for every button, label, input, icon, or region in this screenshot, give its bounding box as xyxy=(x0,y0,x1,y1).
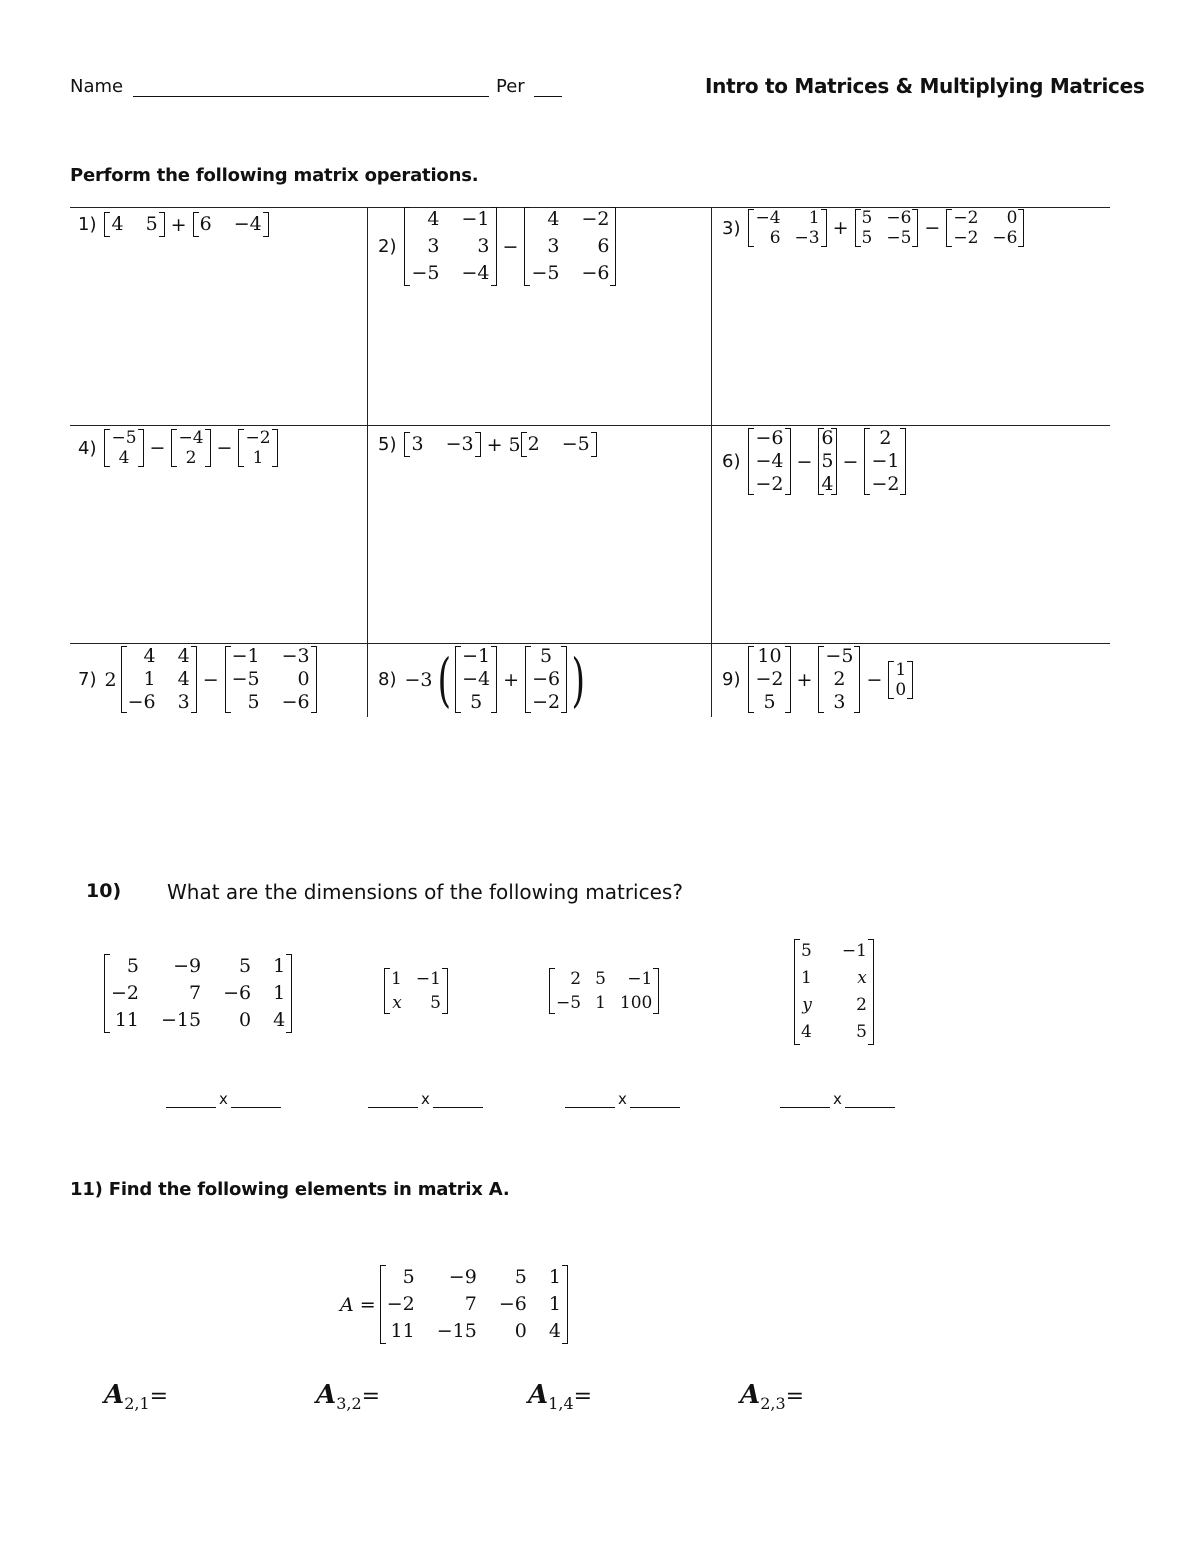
times-symbol: x xyxy=(618,1090,627,1108)
equals: = xyxy=(361,1384,381,1409)
matrix-entry: 3 xyxy=(833,691,846,713)
matrix-entry: 10 xyxy=(757,645,782,667)
cols-blank[interactable] xyxy=(231,1095,281,1108)
matrix-entry: 5 xyxy=(402,1266,415,1288)
matrix-entry: 11 xyxy=(390,1320,415,1342)
matrix-entry: 100 xyxy=(619,993,653,1013)
dimension-answer-3 xyxy=(565,1090,680,1108)
equals: = xyxy=(573,1384,593,1409)
matrix-entry: 1 xyxy=(143,668,156,690)
q11-prompt: 11) Find the following elements in matrix A. xyxy=(70,1179,510,1200)
problem-8 xyxy=(378,645,590,714)
matrix-entry: 4 xyxy=(821,473,834,495)
matrix-entry: −6 xyxy=(223,982,252,1004)
matrix-entry: −6 xyxy=(532,668,561,690)
matrix-entry: 6 xyxy=(769,228,781,248)
matrix-entry: 5 xyxy=(861,228,873,248)
problem-number: 1) xyxy=(78,214,97,235)
instructions: Perform the following matrix operations. xyxy=(70,165,479,186)
matrix-entry: 3 xyxy=(177,691,190,713)
matrix xyxy=(549,967,659,1015)
matrix-entry: 5 xyxy=(801,941,812,961)
matrix-entry: −6 xyxy=(886,208,912,228)
grid-line xyxy=(70,425,1110,426)
matrix-entry: 3 xyxy=(427,235,440,257)
matrix-entry: 4 xyxy=(118,448,130,468)
matrix-A xyxy=(340,1264,568,1345)
plus-operator: + xyxy=(832,217,849,239)
matrix xyxy=(404,431,480,458)
matrix-entry: 1 xyxy=(595,993,606,1013)
period-label: Per xyxy=(496,76,525,97)
matrix-entry: −6 xyxy=(581,262,610,284)
matrix-entry: −1 xyxy=(627,969,653,989)
plus-operator: + xyxy=(503,668,520,691)
matrix-entry: 4 xyxy=(111,213,124,235)
matrix-entry: −6 xyxy=(127,691,156,713)
plus-operator: + xyxy=(486,433,503,456)
matrix xyxy=(855,208,919,248)
matrix-entry: 3 xyxy=(547,235,560,257)
matrix xyxy=(193,211,269,238)
matrix-entry: 1 xyxy=(391,969,402,989)
element-letter: A xyxy=(316,1380,337,1410)
matrix-entry: 5 xyxy=(856,1022,867,1042)
matrix-entry: −2 xyxy=(953,208,979,228)
name-field xyxy=(70,76,489,97)
problem-7 xyxy=(78,645,317,714)
matrix xyxy=(748,208,826,248)
minus-operator: − xyxy=(502,235,519,258)
matrix-entry: 4 xyxy=(273,1009,286,1031)
matrix-entry: 4 xyxy=(801,1022,812,1042)
matrix xyxy=(818,427,836,496)
times-symbol: x xyxy=(219,1090,228,1108)
matrix xyxy=(238,428,277,468)
problem-number: 9) xyxy=(722,669,741,690)
matrix-entry: 1 xyxy=(808,208,820,228)
matrix-entry: 4 xyxy=(427,208,440,230)
matrix-entry: −2 xyxy=(755,668,784,690)
matrix-entry: 1 xyxy=(895,659,907,680)
matrix-entry: −5 xyxy=(111,428,137,448)
matrix-entry: 5 xyxy=(821,450,834,472)
matrix-entry: 4 xyxy=(177,645,190,667)
problem-2 xyxy=(378,206,616,287)
matrix-entry: 11 xyxy=(114,1009,140,1031)
matrix xyxy=(521,431,597,458)
dimension-matrix-3 xyxy=(549,967,659,1015)
element-subscript: 1,4 xyxy=(548,1394,574,1414)
matrix-entry: x xyxy=(392,993,402,1013)
matrix-entry: −4 xyxy=(755,450,784,472)
matrix-entry: 5 xyxy=(861,208,873,228)
matrix-entry: −2 xyxy=(871,473,900,495)
dimension-answer-2 xyxy=(368,1090,483,1108)
matrix-entry: 1 xyxy=(252,448,264,468)
matrix-entry: −9 xyxy=(448,1266,477,1288)
matrix-entry: −5 xyxy=(556,993,582,1013)
problem-number: 8) xyxy=(378,669,397,690)
rows-blank[interactable] xyxy=(166,1095,216,1108)
problem-6 xyxy=(722,427,906,496)
matrix-entry: 5 xyxy=(239,955,252,977)
matrix-entry: 1 xyxy=(801,968,812,988)
matrix-entry: −4 xyxy=(233,213,262,235)
matrix-entry: 5 xyxy=(540,645,553,667)
rows-blank[interactable] xyxy=(368,1095,418,1108)
dimension-matrix-1 xyxy=(104,953,292,1034)
matrix-entry: 5 xyxy=(514,1266,527,1288)
minus-operator: − xyxy=(202,668,219,691)
matrix-entry: −2 xyxy=(953,228,979,248)
problem-4 xyxy=(78,428,278,468)
matrix-entry: 0 xyxy=(297,668,310,690)
matrix-entry: 5 xyxy=(763,691,776,713)
matrix xyxy=(455,645,497,714)
matrix-entry: −4 xyxy=(462,668,491,690)
matrix-entry: −1 xyxy=(461,208,490,230)
matrix-entry: −9 xyxy=(173,955,202,977)
problem-5 xyxy=(378,431,597,458)
q10-prompt: What are the dimensions of the following matrices? xyxy=(167,880,683,904)
matrix-entry: −1 xyxy=(841,941,867,961)
matrix xyxy=(104,428,143,468)
element-letter: A xyxy=(528,1380,549,1410)
matrix-entry: 3 xyxy=(477,235,490,257)
matrix-entry: −5 xyxy=(886,228,912,248)
matrix xyxy=(380,1264,568,1345)
matrix-entry: −4 xyxy=(178,428,204,448)
problem-number: 3) xyxy=(722,217,741,239)
matrix-entry: x xyxy=(857,968,867,988)
matrix-entry: y xyxy=(802,995,812,1015)
matrix-entry: −2 xyxy=(386,1293,415,1315)
matrix-entry: −2 xyxy=(111,982,140,1004)
times-symbol: x xyxy=(421,1090,430,1108)
element-subscript: 2,3 xyxy=(760,1394,786,1414)
matrix xyxy=(525,645,567,714)
matrix-entry: 4 xyxy=(143,645,156,667)
matrix-entry: 5 xyxy=(430,993,441,1013)
problem-9 xyxy=(722,645,913,714)
dimension-answer-4 xyxy=(780,1090,895,1108)
scalar: −3 xyxy=(404,668,433,691)
matrix-entry: −3 xyxy=(445,433,474,455)
matrix xyxy=(225,645,317,714)
problem-number: 5) xyxy=(378,434,397,455)
matrix-entry: 0 xyxy=(514,1320,527,1342)
worksheet-title: Intro to Matrices & Multiplying Matrices xyxy=(705,74,1145,98)
minus-operator: − xyxy=(796,450,813,473)
matrix-entry: 4 xyxy=(547,208,560,230)
problem-number: 6) xyxy=(722,451,741,472)
dimension-matrix-2 xyxy=(384,967,448,1015)
matrix-entry: 5 xyxy=(126,955,140,977)
matrix-entry: −15 xyxy=(436,1320,477,1342)
matrix-entry: 4 xyxy=(548,1320,561,1342)
matrix-entry: −4 xyxy=(461,262,490,284)
matrix xyxy=(384,967,448,1015)
problem-number: 4) xyxy=(78,437,97,459)
matrix-entry: −5 xyxy=(411,262,440,284)
element-subscript: 2,1 xyxy=(124,1394,150,1414)
rows-blank[interactable] xyxy=(780,1095,830,1108)
close-paren: ) xyxy=(571,645,586,714)
minus-operator: − xyxy=(924,217,941,239)
matrix-A-label: A = xyxy=(340,1293,376,1316)
matrix-entry: 1 xyxy=(548,1293,561,1315)
matrix-entry: −6 xyxy=(755,427,784,449)
matrix-entry: 2 xyxy=(185,448,197,468)
period-field xyxy=(496,76,562,97)
matrix-entry: −15 xyxy=(161,1009,202,1031)
matrix xyxy=(794,938,874,1046)
matrix-entry: 2 xyxy=(856,995,867,1015)
matrix-entry: 0 xyxy=(239,1009,252,1031)
matrix xyxy=(888,660,913,700)
rows-blank[interactable] xyxy=(565,1095,615,1108)
cols-blank[interactable] xyxy=(845,1095,895,1108)
matrix-entry: 4 xyxy=(177,668,190,690)
matrix-entry: −3 xyxy=(281,645,310,667)
matrix-entry: −6 xyxy=(498,1293,527,1315)
matrix xyxy=(864,427,906,496)
matrix-entry: −1 xyxy=(415,969,441,989)
element-letter: A xyxy=(740,1380,761,1410)
matrix-entry: 1 xyxy=(548,1266,561,1288)
grid-line xyxy=(367,207,368,717)
matrix-entry: 1 xyxy=(273,955,286,977)
matrix xyxy=(404,206,496,287)
matrix-entry: 6 xyxy=(821,427,834,449)
dimension-matrix-4 xyxy=(794,938,874,1046)
plus-operator: + xyxy=(170,213,187,236)
cols-blank[interactable] xyxy=(630,1095,680,1108)
matrix-entry: 2 xyxy=(570,969,582,989)
matrix xyxy=(524,206,616,287)
cols-blank[interactable] xyxy=(433,1095,483,1108)
name-label: Name xyxy=(70,76,124,97)
matrix xyxy=(104,953,292,1034)
matrix xyxy=(818,645,860,714)
matrix xyxy=(748,427,790,496)
matrix-entry: 5 xyxy=(247,691,260,713)
minus-operator: − xyxy=(149,437,166,459)
matrix-entry: 6 xyxy=(199,213,212,235)
matrix-entry: −2 xyxy=(245,428,271,448)
open-paren: ( xyxy=(437,645,451,714)
matrix-entry: −5 xyxy=(825,645,854,667)
matrix-entry: 5 xyxy=(595,969,606,989)
matrix-entry: 2 xyxy=(879,427,892,449)
matrix-entry: 2 xyxy=(527,433,540,455)
matrix-entry: 6 xyxy=(597,235,610,257)
matrix-entry: −2 xyxy=(581,208,610,230)
matrix-entry: 3 xyxy=(411,433,424,455)
problem-3 xyxy=(722,208,1024,248)
plus-operator: + xyxy=(796,668,813,691)
q10-number: 10) xyxy=(86,880,122,902)
matrix-entry: −5 xyxy=(561,433,590,455)
minus-operator: − xyxy=(842,450,859,473)
matrix-entry: 7 xyxy=(464,1293,477,1315)
matrix-entry: 0 xyxy=(1006,208,1018,228)
cutoff-mask xyxy=(60,718,1140,778)
matrix-entry: −1 xyxy=(462,645,491,667)
grid-line xyxy=(711,207,712,717)
matrix-entry: −6 xyxy=(992,228,1018,248)
matrix xyxy=(121,645,197,714)
matrix-entry: −3 xyxy=(794,228,820,248)
problem-number: 2) xyxy=(378,236,397,257)
matrix-entry: −2 xyxy=(532,691,561,713)
matrix-entry: 7 xyxy=(189,982,202,1004)
grid-line xyxy=(70,643,1110,644)
element-A23 xyxy=(740,1380,804,1413)
matrix-entry: 0 xyxy=(895,679,907,700)
element-letter: A xyxy=(104,1380,125,1410)
matrix-entry: −5 xyxy=(531,262,560,284)
matrix-entry: −2 xyxy=(755,473,784,495)
equals: = xyxy=(785,1384,805,1409)
name-blank[interactable] xyxy=(133,80,489,97)
matrix-entry: −1 xyxy=(871,450,900,472)
element-A32 xyxy=(316,1380,380,1413)
minus-operator: − xyxy=(866,668,883,691)
matrix-entry: 5 xyxy=(470,691,483,713)
times-symbol: x xyxy=(833,1090,842,1108)
element-subscript: 3,2 xyxy=(336,1394,362,1414)
element-A14 xyxy=(528,1380,592,1413)
period-blank[interactable] xyxy=(534,80,562,97)
problem-number: 7) xyxy=(78,669,97,690)
element-A21 xyxy=(104,1380,168,1413)
matrix-entry: −1 xyxy=(231,645,260,667)
matrix xyxy=(171,428,210,468)
matrix-entry: −4 xyxy=(755,208,781,228)
matrix-entry: −5 xyxy=(231,668,260,690)
matrix-entry: 2 xyxy=(833,668,846,690)
matrix-entry: 1 xyxy=(273,982,286,1004)
matrix xyxy=(748,645,790,714)
minus-operator: − xyxy=(216,437,233,459)
scalar: 5 xyxy=(508,433,521,456)
matrix-entry: −6 xyxy=(281,691,310,713)
dimension-answer-1 xyxy=(166,1090,281,1108)
problem-1 xyxy=(78,211,269,238)
matrix-entry: 5 xyxy=(145,213,158,235)
matrix xyxy=(946,208,1024,248)
equals: = xyxy=(149,1384,169,1409)
scalar: 2 xyxy=(104,668,117,691)
matrix xyxy=(104,211,164,238)
